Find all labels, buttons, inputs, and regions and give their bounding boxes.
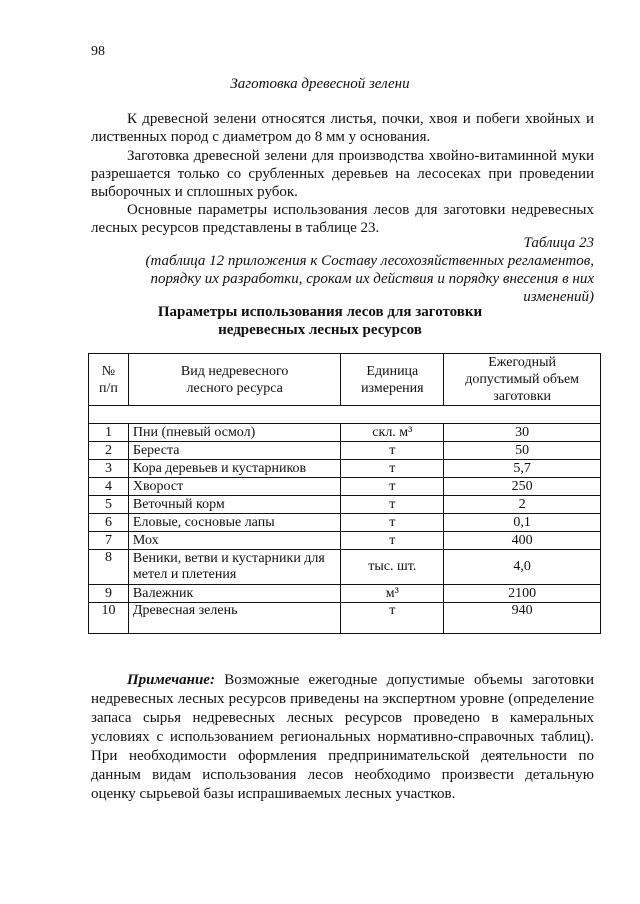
table-row (89, 496, 601, 514)
row-type: Мох (128, 532, 340, 550)
row-volume: 400 (444, 532, 601, 550)
row-num: 4 (89, 478, 129, 496)
row-unit: м³ (341, 585, 444, 603)
resources-table (88, 353, 601, 634)
row-num: 9 (89, 585, 129, 603)
paragraph-3-text: Основные параметры использования лесов для заготовки недревесных лесных ресурсов представлены в таблице 23. (91, 202, 594, 236)
row-type: Веточный корм (128, 496, 340, 514)
row-num: 10 (89, 603, 129, 634)
header-type: Вид недревесного лесного ресурса (128, 354, 340, 406)
row-num: 6 (89, 514, 129, 532)
row-num: 8 (89, 550, 129, 585)
table-row (89, 550, 601, 585)
row-num: 3 (89, 460, 129, 478)
table-title (0, 303, 640, 339)
row-type: Кора деревьев и кустарников (128, 460, 340, 478)
row-unit: т (341, 460, 444, 478)
row-num: 1 (89, 424, 129, 442)
header-unit: Единица измерения (341, 354, 444, 406)
table-row (89, 478, 601, 496)
paragraph-2 (91, 147, 594, 201)
table-row (89, 532, 601, 550)
table-row (89, 603, 601, 634)
section-title: Заготовка древесной зелени (230, 76, 410, 92)
row-volume: 50 (444, 442, 601, 460)
row-volume: 2 (444, 496, 601, 514)
header-volume: Ежегодный допустимый объем заготовки (444, 354, 601, 406)
table-row (89, 424, 601, 442)
row-num: 2 (89, 442, 129, 460)
table-reference (120, 252, 594, 306)
page-number: 98 (91, 44, 105, 59)
row-type: Древесная зелень (128, 603, 340, 634)
note-paragraph (91, 671, 594, 804)
note-text: Возможные ежегодные допустимые объемы заготовки недревесных лесных ресурсов приведены на экспертном уровне (определение запаса сырья недревесных лесных ресурсов проведено в камеральных условиях с использованием региональных нормативно-справочных таблиц). При необходимости оформления предпринимательской деятельности по данным видам использования лесов необходимо произвести детальную оценку сырьевой базы испрашиваемых лесных участков. (91, 672, 594, 802)
table-label: Таблица 23 (523, 235, 594, 251)
row-unit: т (341, 442, 444, 460)
row-volume: 4,0 (444, 550, 601, 585)
row-type: Еловые, сосновые лапы (128, 514, 340, 532)
row-volume: 0,1 (444, 514, 601, 532)
row-type: Хворост (128, 478, 340, 496)
table-row (89, 585, 601, 603)
paragraph-1 (91, 110, 594, 146)
table-title-line: Параметры использования лесов для заготовки (157, 304, 483, 320)
paragraph-1-text: К древесной зелени относятся листья, почки, хвоя и побеги хвойных и лиственных пород с диаметром до 8 мм у основания. (91, 111, 594, 145)
row-unit: тыс. шт. (341, 550, 444, 585)
row-volume: 940 (444, 603, 601, 634)
row-type: Береста (128, 442, 340, 460)
row-unit: т (341, 496, 444, 514)
row-num: 7 (89, 532, 129, 550)
note-label: Примечание: (127, 672, 215, 688)
row-unit: т (341, 478, 444, 496)
table-header-row (89, 354, 601, 406)
table-reference-line: (таблица 12 приложения к Составу лесохозяйственных регламентов, (145, 253, 594, 269)
table-reference-line: изменений) (523, 289, 594, 305)
row-volume: 5,7 (444, 460, 601, 478)
row-type: Пни (пневый осмол) (128, 424, 340, 442)
table-spacer-row (89, 406, 601, 424)
row-volume: 2100 (444, 585, 601, 603)
paragraph-2-text: Заготовка древесной зелени для производства хвойно-витаминной муки разрешается только со срубленных деревьев на лесосеках при проведении выборочных и сплошных рубок. (91, 148, 594, 200)
table-reference-line: порядку их разработки, срокам их действия и порядку внесения в них (150, 271, 594, 287)
row-num: 5 (89, 496, 129, 514)
row-unit: т (341, 532, 444, 550)
row-unit: т (341, 514, 444, 532)
table-row (89, 514, 601, 532)
header-num: № п/п (89, 354, 129, 406)
paragraph-3 (91, 201, 594, 237)
row-unit: скл. м³ (341, 424, 444, 442)
row-volume: 250 (444, 478, 601, 496)
table-row (89, 460, 601, 478)
row-unit: т (341, 603, 444, 634)
row-type: Веники, ветви и кустарники для метел и плетения (128, 550, 340, 585)
row-volume: 30 (444, 424, 601, 442)
table-row (89, 442, 601, 460)
table-title-line: недревесных лесных ресурсов (218, 322, 422, 338)
row-type: Валежник (128, 585, 340, 603)
